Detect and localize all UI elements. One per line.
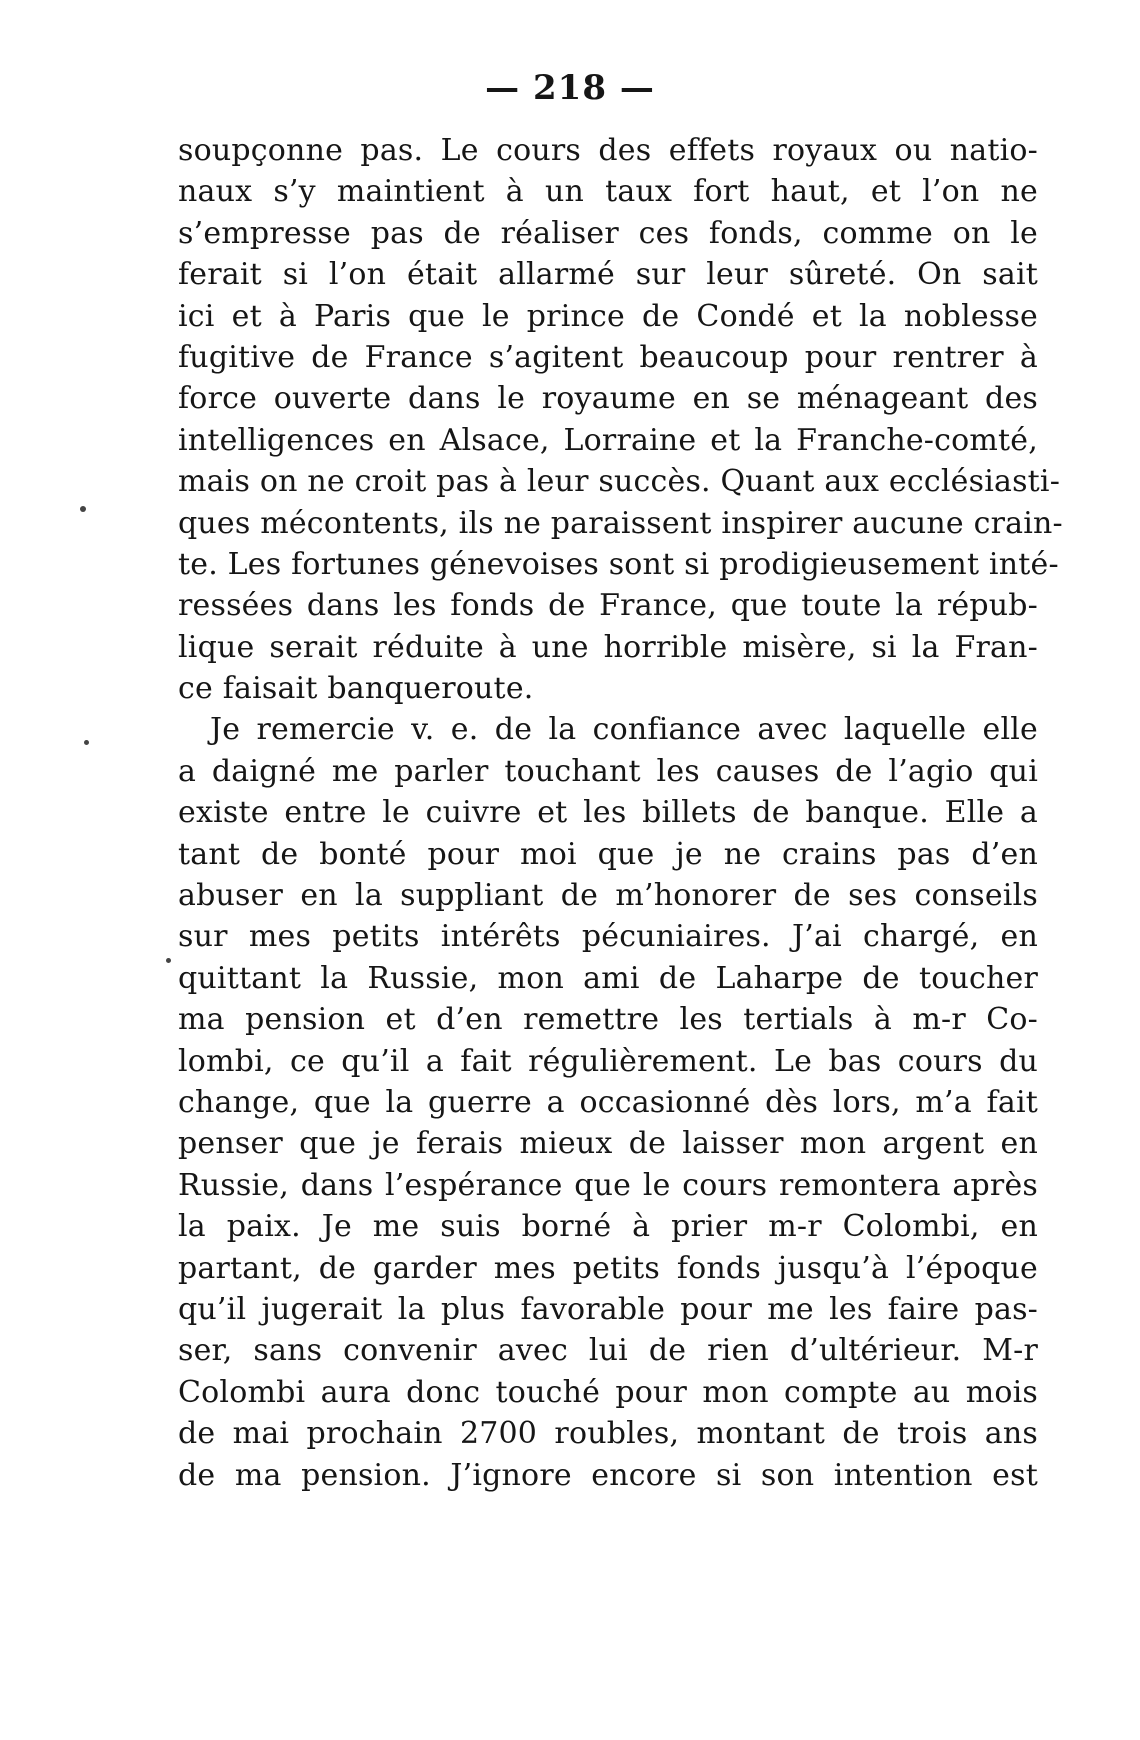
text-line: ferait si l’on était allarmé sur leur sûreté. On sait: [178, 257, 1038, 293]
paragraph: [178, 709, 1038, 1495]
text-line: ici et à Paris que le prince de Condé et la noblesse: [178, 298, 1038, 334]
text-line: sur mes petits intérêts pécuniaires. J’ai chargé, en: [178, 919, 1038, 955]
text-line: Colombi aura donc touché pour mon compte au mois: [178, 1374, 1038, 1410]
text-line: a daigné me parler touchant les causes de l’agio qui: [178, 753, 1038, 789]
text-line: ques mécontents, ils ne paraissent inspirer aucune crain-: [178, 505, 1063, 541]
scan-speck: [166, 958, 171, 963]
scan-speck: [80, 506, 86, 512]
text-line: fugitive de France s’agitent beaucoup pour rentrer à: [178, 339, 1038, 375]
text-line: partant, de garder mes petits fonds jusqu’à l’époque: [178, 1250, 1038, 1286]
text-line: Je remercie v. e. de la confiance avec laquelle elle: [210, 712, 1038, 748]
text-line: tant de bonté pour moi que je ne crains pas d’en: [178, 836, 1038, 872]
text-line: te. Les fortunes génevoises sont si prodigieusement inté-: [178, 546, 1059, 582]
text-line: qu’il jugerait la plus favorable pour me les faire pas-: [178, 1291, 1038, 1327]
text-line: naux s’y maintient à un taux fort haut, et l’on ne: [178, 174, 1038, 210]
text-line: s’empresse pas de réaliser ces fonds, comme on le: [178, 215, 1038, 251]
text-line: lique serait réduite à une horrible misère, si la Fran-: [178, 629, 1038, 665]
text-line: soupçonne pas. Le cours des effets royaux ou natio-: [178, 133, 1038, 168]
text-line: ma pension et d’en remettre les tertials à m-r Co-: [178, 1002, 1038, 1038]
text-line: change, que la guerre a occasionné dès lors, m’a fait: [178, 1084, 1038, 1120]
text-line: de ma pension. J’ignore encore si son intention est: [178, 1457, 1038, 1493]
text-line: existe entre le cuivre et les billets de banque. Elle a: [178, 795, 1038, 831]
text-line: la paix. Je me suis borné à prier m-r Colombi, en: [178, 1209, 1038, 1245]
text-line: ressées dans les fonds de France, que toute la répub-: [178, 588, 1038, 624]
text-line: ce faisait banqueroute.: [178, 671, 534, 707]
text-line: ser, sans convenir avec lui de rien d’ultérieur. M-r: [178, 1333, 1038, 1369]
text-line: de mai prochain 2700 roubles, montant de trois ans: [178, 1416, 1038, 1452]
text-line: Russie, dans l’espérance que le cours remontera après: [178, 1167, 1038, 1203]
scan-speck: [84, 740, 89, 745]
text-line: abuser en la suppliant de m’honorer de ses conseils: [178, 878, 1038, 914]
text-line: lombi, ce qu’il a fait régulièrement. Le bas cours du: [178, 1043, 1038, 1079]
text-line: force ouverte dans le royaume en se ménageant des: [178, 381, 1038, 417]
paragraph: [178, 130, 1063, 709]
text-line: intelligences en Alsace, Lorraine et la Franche-comté,: [178, 422, 1038, 458]
body-text: [178, 130, 1063, 1496]
text-line: mais on ne croit pas à leur succès. Quant aux ecclésiasti-: [178, 464, 1061, 500]
text-line: quittant la Russie, mon ami de Laharpe de toucher: [178, 960, 1038, 996]
page-number: — 218 —: [485, 68, 655, 108]
text-line: penser que je ferais mieux de laisser mon argent en: [178, 1126, 1038, 1162]
